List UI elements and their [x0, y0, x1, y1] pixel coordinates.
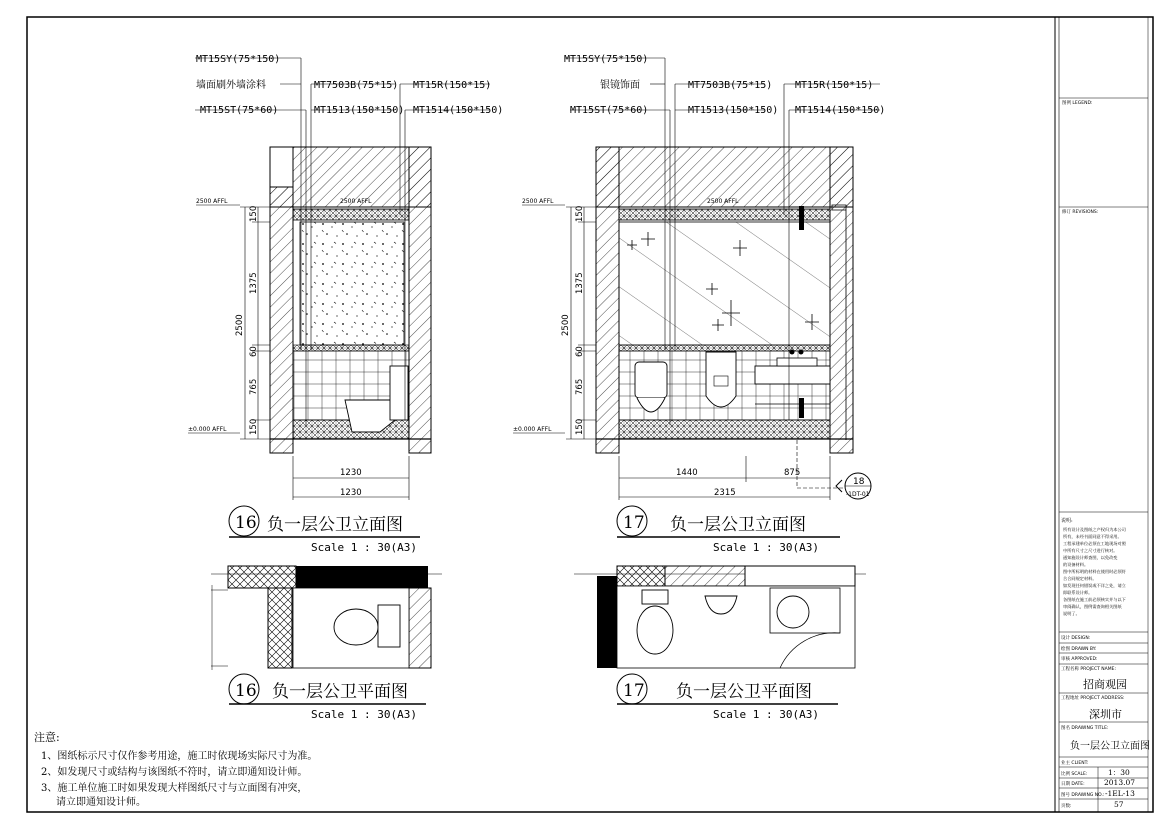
section-ref-sheet: -1DT-01 [846, 491, 870, 498]
tb-note-line: 审阅确认，图例需查询相关图纸 [1063, 604, 1122, 609]
drawing-no-label: 图号 DRAWING NO.: [1061, 793, 1105, 798]
callout-17-4: MT7503B(75*15) [688, 80, 773, 91]
title-notes-lines [1063, 526, 1127, 617]
dim-17-w-a: 1440 [676, 468, 698, 478]
tb-note-line: 各图纸在施工前必须核实并与以下 [1063, 597, 1126, 602]
title-block [1059, 17, 1150, 812]
top-border-tile [293, 209, 409, 220]
plan-tag-number-16: 16 [235, 681, 257, 701]
note-2: 2、如发现尺寸或结构与该图纸不符时，请立即通知设计师。 [41, 767, 308, 778]
level-floor-17: ±0.000 AFFL [513, 426, 552, 433]
tb-note-line: 如发现任何错误或不详之处，请立 [1063, 583, 1126, 588]
design-label: 设计 DESIGN: [1061, 636, 1091, 641]
callout-16-3: MT15ST(75*60) [200, 105, 279, 116]
drawing-no-value: -1EL-13 [1105, 789, 1135, 798]
callout-17-5: MT1513(150*150) [688, 105, 779, 116]
elevation-16 [188, 54, 503, 554]
plan-17 [574, 566, 866, 721]
dim-17-w-total: 2315 [714, 488, 736, 498]
dim-17-total: 2500 [561, 314, 571, 336]
dim-16-v3: 60 [249, 346, 259, 357]
plan-17-title: 负一层公卫平面图 [676, 682, 812, 702]
address-label: 工程地址 PROJECT ADDRESS: [1061, 696, 1125, 701]
plan-16 [211, 566, 442, 721]
page-label: 页数: [1061, 804, 1072, 809]
level-floor-16: ±0.000 AFFL [188, 426, 227, 433]
dim-16-v2: 1375 [249, 272, 259, 294]
plan-16-wall-solid [296, 566, 428, 588]
project-address: 深圳市 [1089, 708, 1122, 721]
plan-17-toilet [637, 606, 673, 654]
notes-heading: 注意: [34, 731, 60, 744]
dim-17-v2: 1375 [575, 272, 585, 294]
plan-16-title: 负一层公卫平面图 [272, 682, 408, 702]
callout-16-6: MT15R(150*15) [413, 80, 492, 91]
plan-17-scale: Scale 1 : 30(A3) [713, 708, 819, 721]
dim-16-total: 2500 [235, 314, 245, 336]
tb-note-line: 中所有尺寸之尺寸进行核对。 [1063, 548, 1118, 553]
tb-note-line: 所有，未经书面同意不得采用。 [1063, 534, 1122, 539]
note-3: 3、施工单位施工时如果发现大样图纸尺寸与立面图有冲突， [41, 783, 308, 794]
tb-note-line: 合合同规定材料。 [1063, 576, 1097, 581]
dim-16-w1: 1230 [340, 468, 362, 478]
callout-16-5: MT1513(150*150) [314, 105, 405, 116]
client-label: 业主 CLIENT: [1061, 761, 1089, 766]
stone-wall-panel [300, 222, 404, 345]
callout-16-1: MT15SY(75*150) [196, 54, 281, 65]
dim-16-v5: 150 [249, 418, 259, 435]
tb-note-line: 说明了。 [1063, 611, 1080, 616]
dim-17-w-b: 875 [784, 468, 801, 478]
tag-number-17: 17 [623, 513, 645, 533]
plan-tag-number-17: 17 [623, 681, 645, 701]
drawn-label: 绘图 DRAWN BY: [1061, 647, 1097, 652]
tb-note-line: 通知施设计师查图，以免改变 [1063, 555, 1118, 560]
callout-16-7: MT1514(150*150) [413, 105, 504, 116]
dim-17-v5: 150 [575, 418, 585, 435]
project-name: 招商观园 [1083, 678, 1127, 691]
elevation-16-scale: Scale 1 : 30(A3) [311, 541, 417, 554]
note-1: 1、图纸标示尺寸仅作参考用途，施工时依现场实际尺寸为准。 [41, 751, 318, 762]
sheet-border [27, 17, 1153, 812]
dim-16-v1: 150 [249, 205, 259, 222]
vanity-counter [755, 366, 830, 384]
section-ref-number: 18 [853, 477, 865, 487]
callout-17-2: 银镜饰面 [600, 80, 640, 91]
level-top-inner-17: 2500 AFFL [707, 198, 739, 205]
callout-17-3: MT15ST(75*60) [570, 105, 649, 116]
tb-note-line: 的设备材料。 [1063, 562, 1089, 567]
dim-17-v1: 150 [575, 205, 585, 222]
drawing-title-label: 图名 DRAWING TITLE: [1061, 726, 1109, 731]
level-top-17: 2500 AFFL [522, 198, 554, 205]
dim-16-w2: 1230 [340, 488, 362, 498]
elevation-17-title: 负一层公卫立面图 [670, 515, 806, 535]
drawing-title: 负一层公卫立面图 [1070, 741, 1150, 752]
plan-17-wall-solid [597, 576, 617, 668]
tb-note-line: 所有设计及图纸之产权归为本公司 [1063, 527, 1126, 532]
callout-16-4: MT7503B(75*15) [314, 80, 399, 91]
elevation-16-title: 负一层公卫立面图 [267, 515, 403, 535]
tb-note-line: 图中所标明的材料在使用时必须符 [1063, 569, 1126, 574]
date-value: 2013.07 [1104, 778, 1136, 787]
scale-label: 比例 SCALE: [1061, 772, 1088, 777]
project-name-label: 工程名称 PROJECT NAME: [1061, 667, 1116, 672]
plan-16-toilet [334, 609, 378, 645]
note-4: 请立即通知设计师。 [56, 797, 146, 808]
callout-16-2: 墙面刷外墙涂料 [196, 80, 266, 91]
general-notes [34, 731, 317, 808]
callout-17-1: MT15SY(75*150) [564, 54, 649, 65]
dim-16-v4: 765 [249, 378, 259, 395]
notes-block-label: 说明: [1061, 518, 1073, 524]
elevation-17-scale: Scale 1 : 30(A3) [713, 541, 819, 554]
tb-note-line: 即联系设计师。 [1063, 590, 1093, 595]
dim-17-v4: 765 [575, 378, 585, 395]
callout-17-6: MT15R(150*15) [795, 80, 874, 91]
level-top-inner-16: 2500 AFFL [340, 198, 372, 205]
date-label: 日期 DATE: [1061, 782, 1085, 787]
elevation-17 [513, 54, 885, 554]
revision-label: 修订 REVISIONS: [1062, 210, 1099, 215]
approved-label: 审核 APPROVED: [1061, 657, 1098, 662]
scale-value: 1：30 [1108, 768, 1130, 777]
plan-16-scale: Scale 1 : 30(A3) [311, 708, 417, 721]
toilet-front [635, 362, 667, 398]
tb-note-line: 工程承建单位必须在工地现场对照 [1063, 541, 1126, 546]
tag-number-16: 16 [235, 513, 257, 533]
level-top-16: 2500 AFFL [196, 198, 228, 205]
legend-label: 图例 LEGEND: [1062, 101, 1093, 106]
mirror-panel [619, 222, 830, 345]
callout-17-7: MT1514(150*150) [795, 105, 886, 116]
dim-17-v3: 60 [575, 346, 585, 357]
page-value: 57 [1114, 800, 1124, 809]
